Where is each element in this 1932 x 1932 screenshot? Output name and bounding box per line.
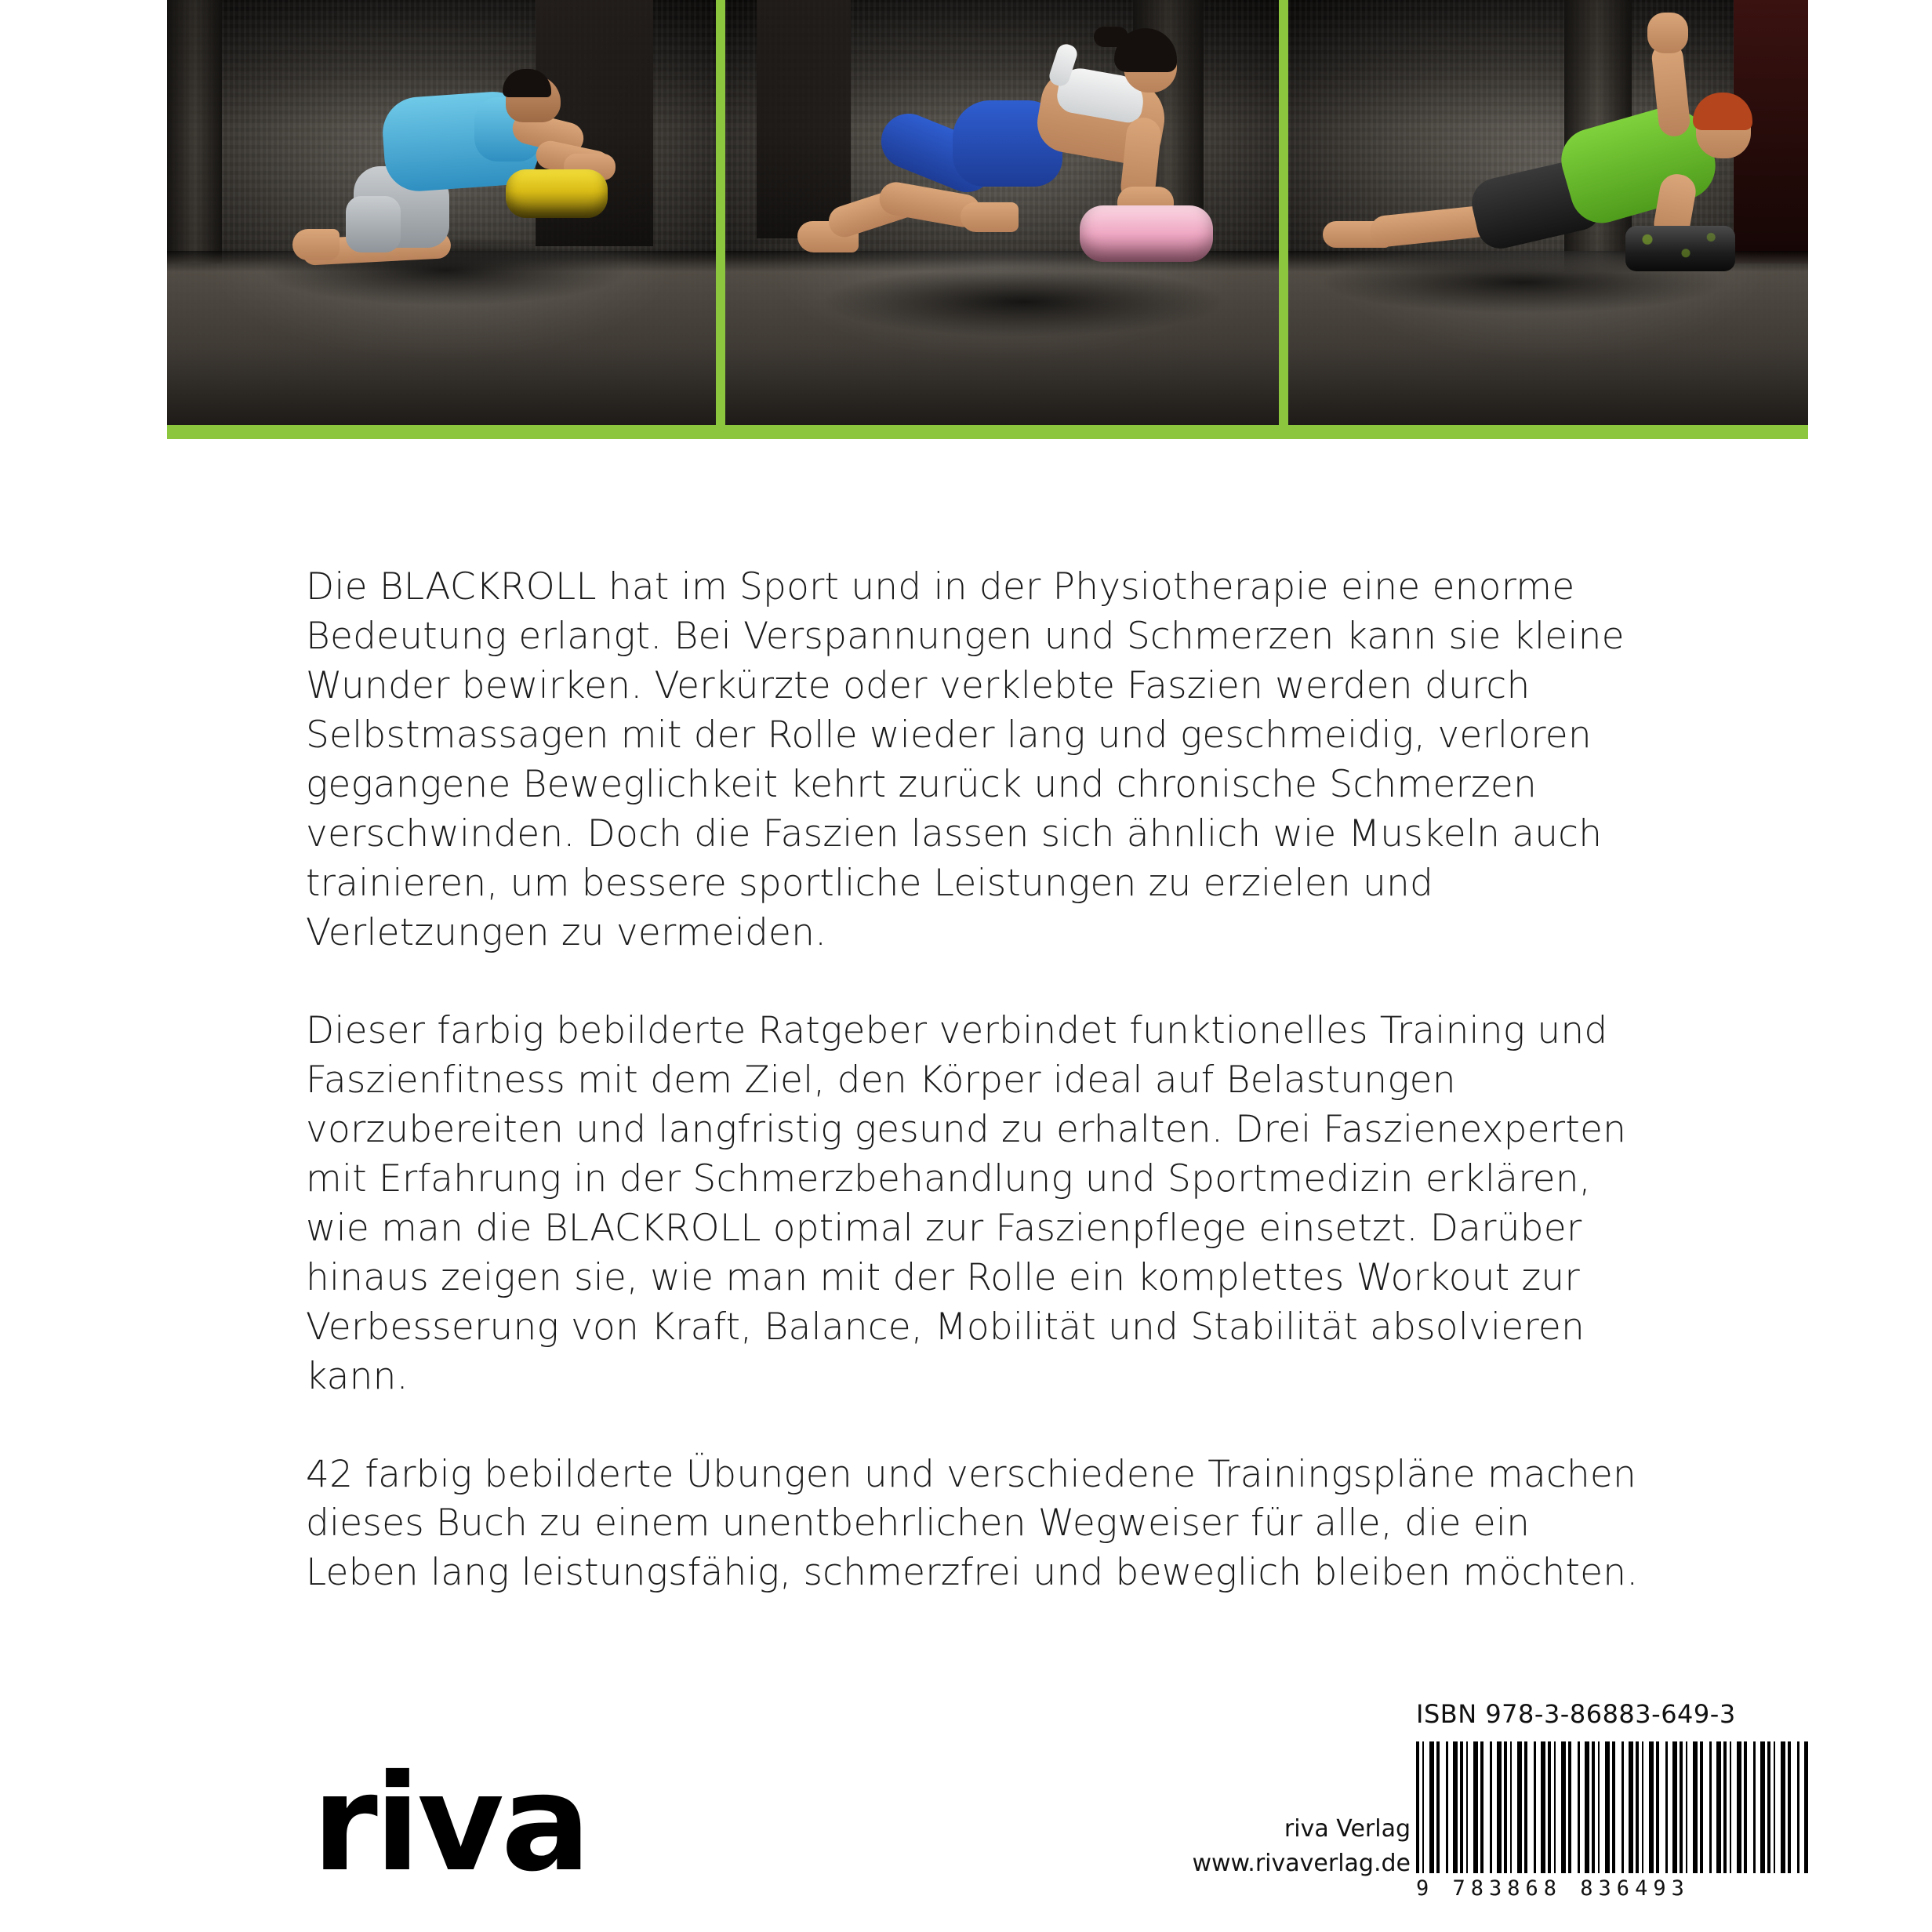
blurb-paragraph-2: Dieser farbig bebilderte Ratgeber verbindet funktionelles Training und Faszienfitness mit dem Ziel, den Körper ideal auf Belastungen vorzubereiten und langfristig gesund zu erhalten. Drei Faszienexperten mit Erfahrung in der Schmerzbehandlung und Sportmedizin erklären, wie man die BLACKROLL optimal zur Faszienpflege einsetzt. Darüber hinaus zeigen sie, wie man mit der Rolle ein komplettes Workout zur Verbesserung von Kraft, Balance, Mobilität und Stabilität absolvieren kann. <box>306 1008 1627 1398</box>
isbn-number: ISBN 978-3-86883-649-3 <box>1416 1699 1736 1729</box>
isbn-block <box>1416 1699 1808 1901</box>
figure-man-kneeling <box>167 0 716 425</box>
publisher-info <box>1192 1812 1411 1880</box>
blackroll-yellow <box>506 169 608 218</box>
back-cover-blurb <box>306 563 1648 1598</box>
figure-man-side-plank <box>1288 0 1808 425</box>
blackroll-black <box>1625 226 1735 271</box>
photo-strip <box>167 0 1808 439</box>
publisher-logo: riva <box>312 1745 588 1901</box>
blurb-paragraph-1: Die BLACKROLL hat im Sport und in der Physiotherapie eine enorme Bedeutung erlangt. Bei Verspannungen und Schmerzen kann sie kleine Wunder bewirken. Verkürzte oder verklebte Faszien werden durch Selbstmassagen mit der Rolle wieder lang und geschmeidig, verloren gegangene Beweglichkeit kehrt zurück und chronische Schmerzen verschwinden. Doch die Faszien lassen sich ähnlich wie Muskeln auch trainieren, um bessere sportliche Leistungen zu erzielen und Verletzungen zu vermeiden. <box>306 565 1625 954</box>
publisher-url: www.rivaverlag.de <box>1192 1849 1411 1877</box>
blurb-paragraph-3: 42 farbig bebilderte Übungen und verschiedene Trainingspläne machen dieses Buch zu einem unentbehrlichen Wegweiser für alle, die ein Leben lang leistungsfähig, schmerzfrei und beweglich bleiben möchten. <box>306 1452 1639 1595</box>
photo-man-blue-shirt-kneeling-forearm-roll <box>167 0 716 425</box>
barcode-digits: 9 783868 836493 <box>1416 1876 1690 1901</box>
publisher-name: riva Verlag <box>1284 1815 1411 1843</box>
photo-woman-blue-tights-plank-roll <box>725 0 1279 425</box>
blackroll-pink <box>1080 205 1213 262</box>
photo-man-green-shirt-side-plank <box>1288 0 1808 425</box>
barcode-icon <box>1416 1741 1808 1873</box>
